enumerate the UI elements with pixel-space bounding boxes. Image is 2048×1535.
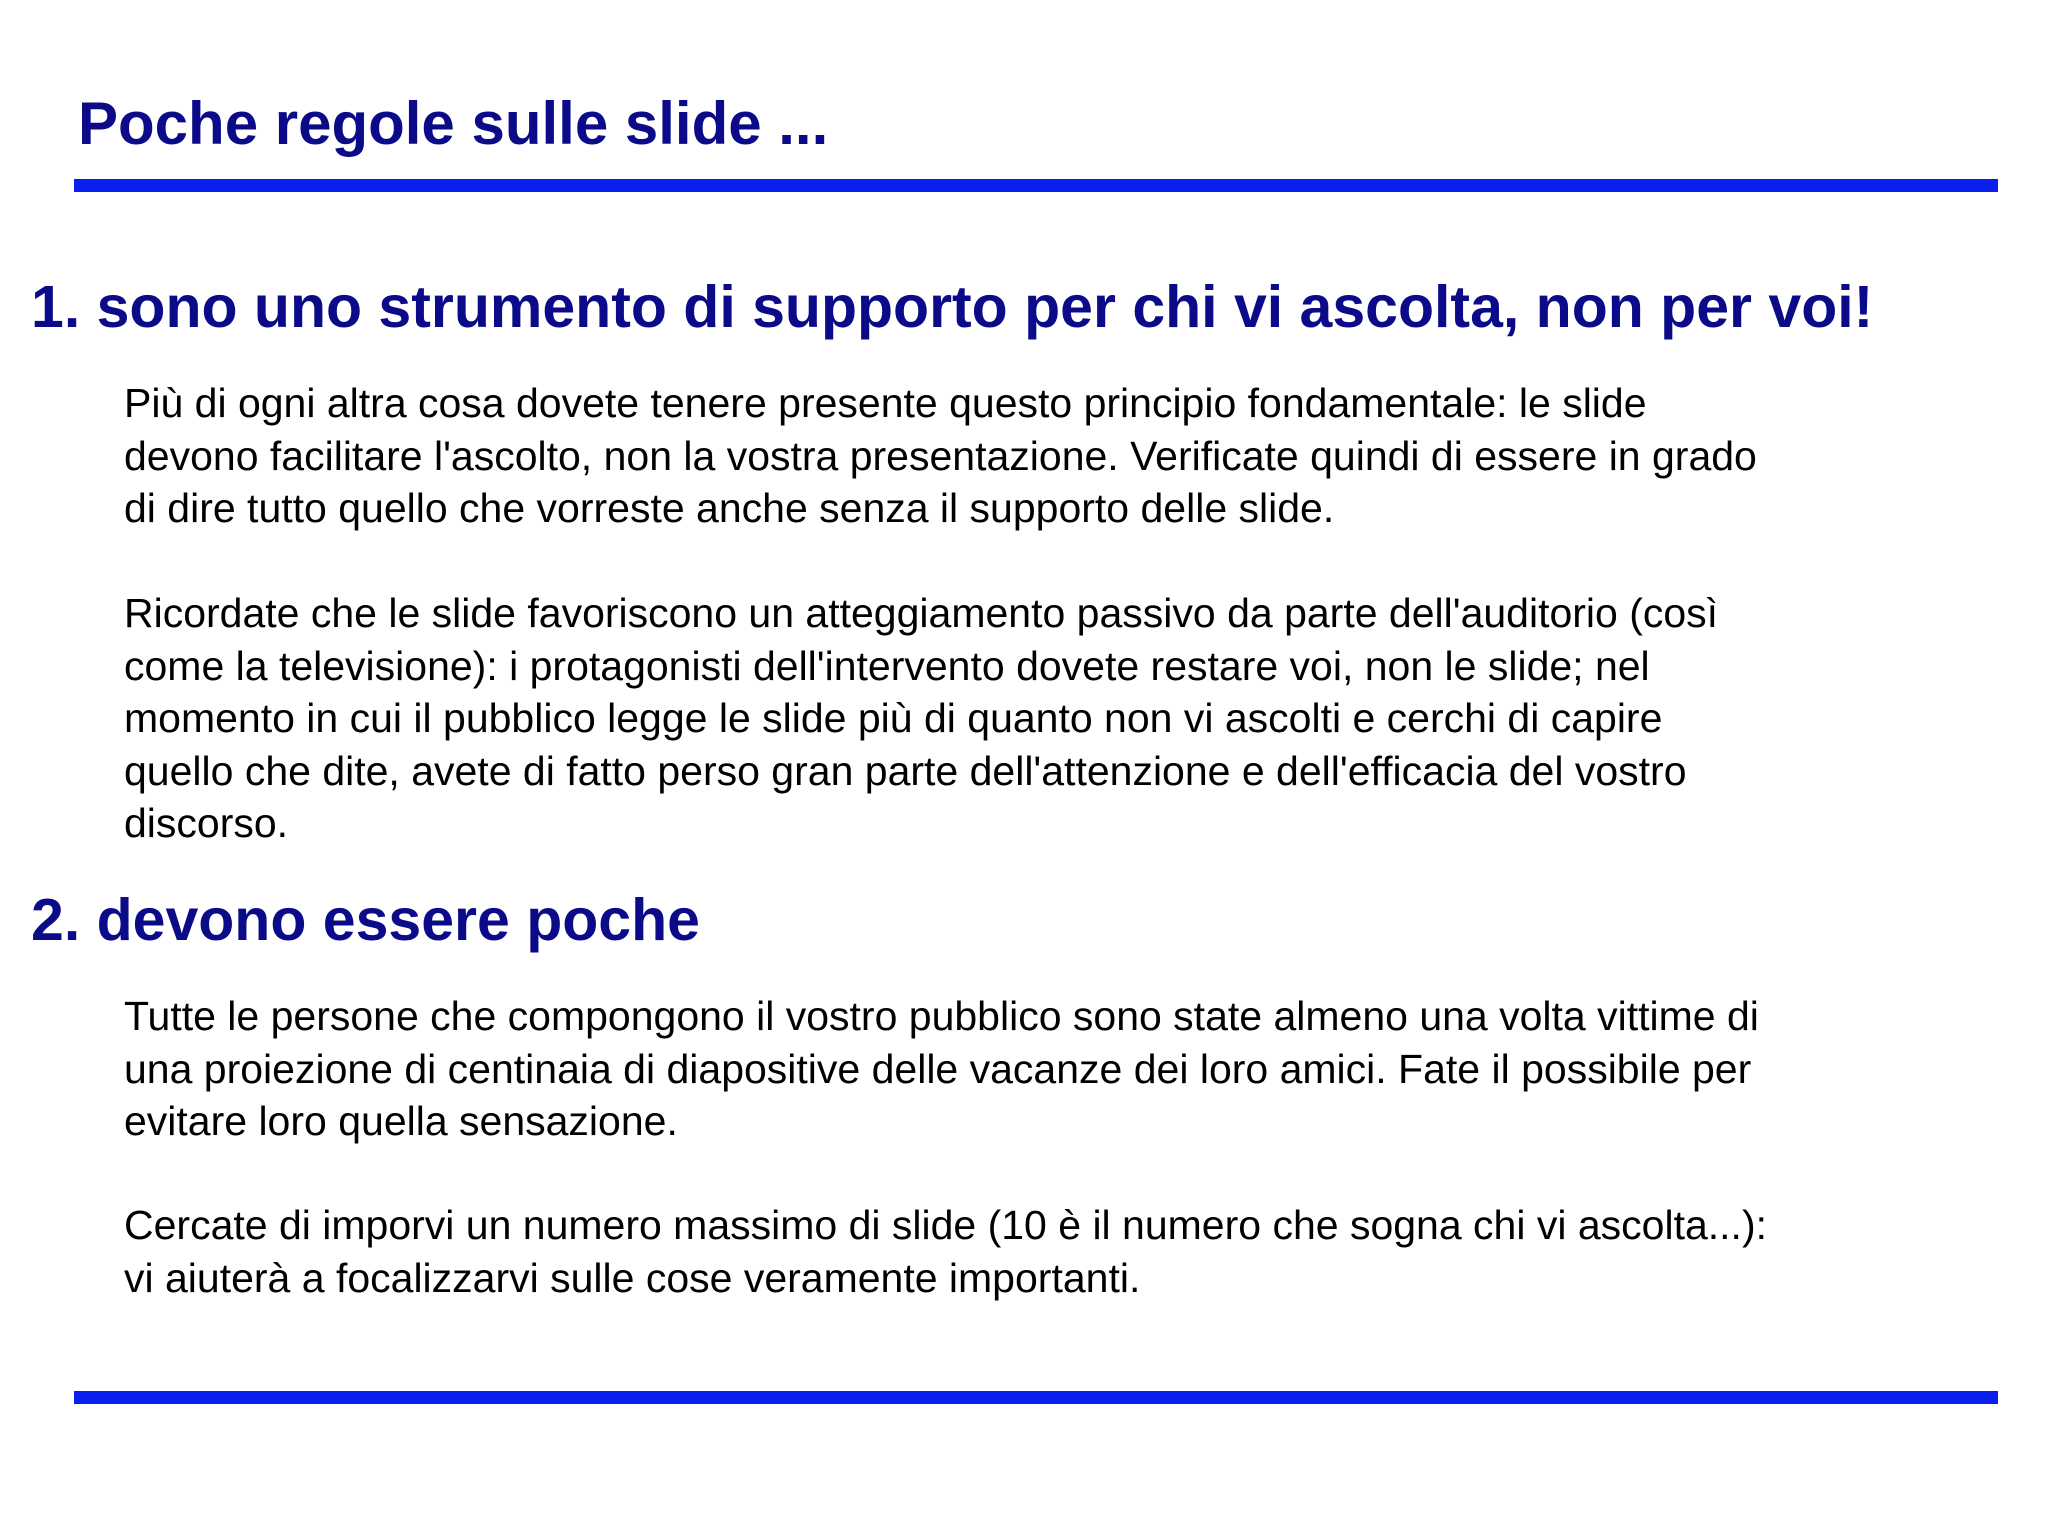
section-2-paragraph-1: Tutte le persone che compongono il vostro pubblico sono state almeno una volta vittime di una proiezione di centinaia di diapositive delle vacanze dei loro amici. Fate il possibile per evitare loro quella sensazione. bbox=[124, 993, 1759, 1144]
section-1-paragraph-1: Più di ogni altra cosa dovete tenere presente questo principio fondamentale: le slide devono facilitare l'ascolto, non la vostra presentazione. Verificate quindi di essere in grado di dire tutto quello che vorreste anche senza il supporto delle slide. bbox=[124, 380, 1757, 531]
section-heading-1: 1. sono uno strumento di supporto per chi vi ascolta, non per voi! bbox=[31, 274, 1874, 340]
slide-title: Poche regole sulle slide ... bbox=[78, 90, 829, 157]
section-2-paragraph-2: Cercate di imporvi un numero massimo di slide (10 è il numero che sogna chi vi ascolta...): vi aiuterà a focalizzarvi sulle cose veramente importanti. bbox=[124, 1202, 1767, 1301]
bottom-divider bbox=[74, 1391, 1998, 1404]
section-heading-2: 2. devono essere poche bbox=[31, 887, 700, 953]
top-divider bbox=[74, 179, 1998, 192]
section-1-paragraph-2: Ricordate che le slide favoriscono un atteggiamento passivo da parte dell'auditorio (così come la televisione): i protagonisti dell'intervento dovete restare voi, non le slide; nel momento in cui il pubblico legge le slide più di quanto non vi ascolti e cerchi di capire quello che dite, avete di fatto perso gran parte dell'attenzione e dell'efficacia del vostro discorso. bbox=[124, 590, 1719, 846]
